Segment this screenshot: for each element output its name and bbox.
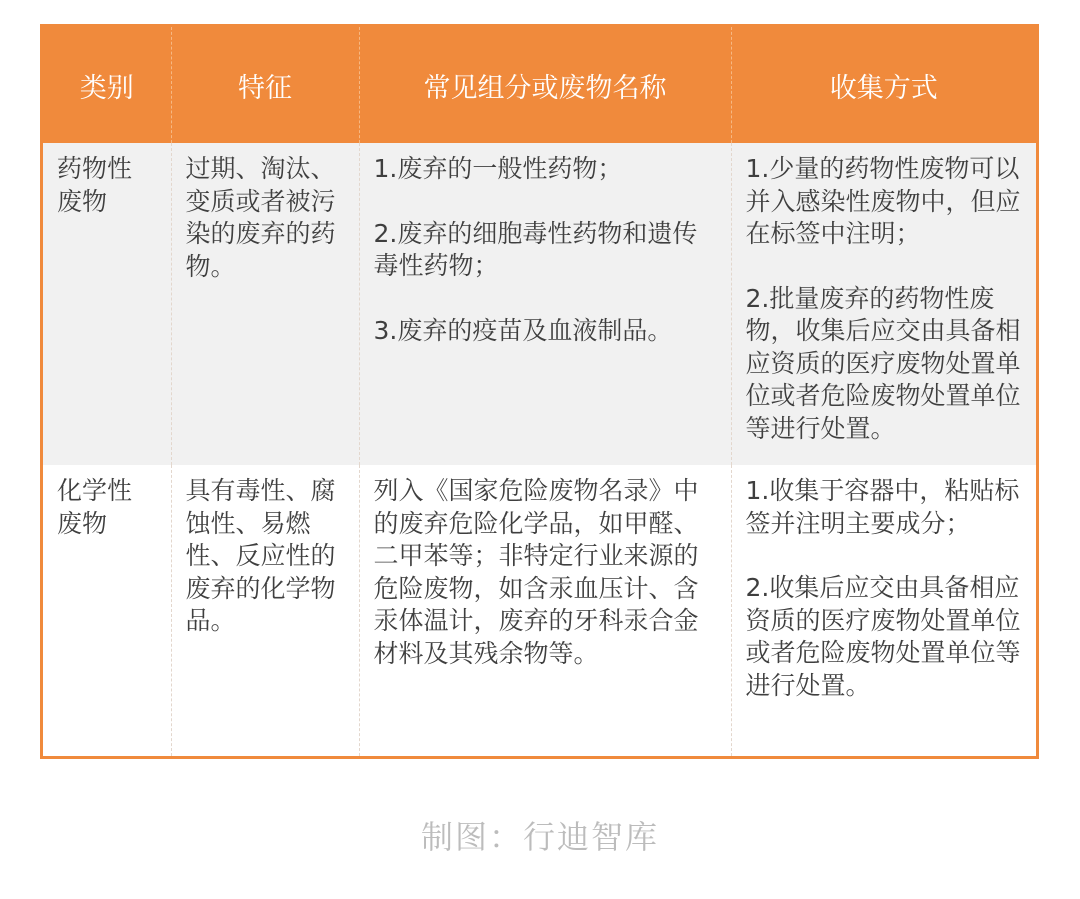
table-header xyxy=(43,27,1036,143)
header-row xyxy=(43,27,1036,143)
component-item: 列入《国家危险废物名录》中的废弃危险化学品，如甲醛、二甲苯等；非特定行业来源的危险废物，如含汞血压计、含汞体温计，废弃的牙科汞合金材料及其残余物等。 xyxy=(373,476,699,668)
cell-collection xyxy=(731,143,1036,465)
collection-item: 2.批量废弃的药物性废物，收集后应交由具备相应资质的医疗废物处置单位或者危险废物处置单位等进行处置。 xyxy=(745,283,1021,443)
cell-category: 药物性废物 xyxy=(43,143,171,465)
header-feature: 特征 xyxy=(171,27,359,143)
cell-feature: 过期、淘汰、变质或者被污染的废弃的药物。 xyxy=(171,143,359,465)
cell-feature: 具有毒性、腐蚀性、易燃性、反应性的废弃的化学物品。 xyxy=(171,465,359,756)
table-row xyxy=(43,465,1036,756)
cell-components xyxy=(359,465,731,756)
component-item: 3.废弃的疫苗及血液制品。 xyxy=(373,315,673,345)
cell-category: 化学性废物 xyxy=(43,465,171,756)
header-components: 常见组分或废物名称 xyxy=(359,27,731,143)
cell-collection xyxy=(731,465,1036,756)
collection-item: 1.少量的药物性废物可以并入感染性废物中，但应在标签中注明； xyxy=(745,154,1021,248)
waste-classification-table xyxy=(40,24,1039,759)
component-item: 2.废弃的细胞毒性药物和遗传毒性药物； xyxy=(373,218,698,280)
table-row xyxy=(43,143,1036,465)
collection-item: 1.收集于容器中，粘贴标签并注明主要成分； xyxy=(745,476,1020,538)
cell-components xyxy=(359,143,731,465)
collection-item: 2.收集后应交由具备相应资质的医疗废物处置单位或者危险废物处置单位等进行处置。 xyxy=(745,573,1021,700)
header-category: 类别 xyxy=(43,27,171,143)
header-collection: 收集方式 xyxy=(731,27,1036,143)
figure-caption: 制图：行迪智库 xyxy=(420,818,659,856)
table-body xyxy=(43,143,1036,756)
component-item: 1.废弃的一般性药物； xyxy=(373,154,623,183)
table xyxy=(43,27,1036,756)
